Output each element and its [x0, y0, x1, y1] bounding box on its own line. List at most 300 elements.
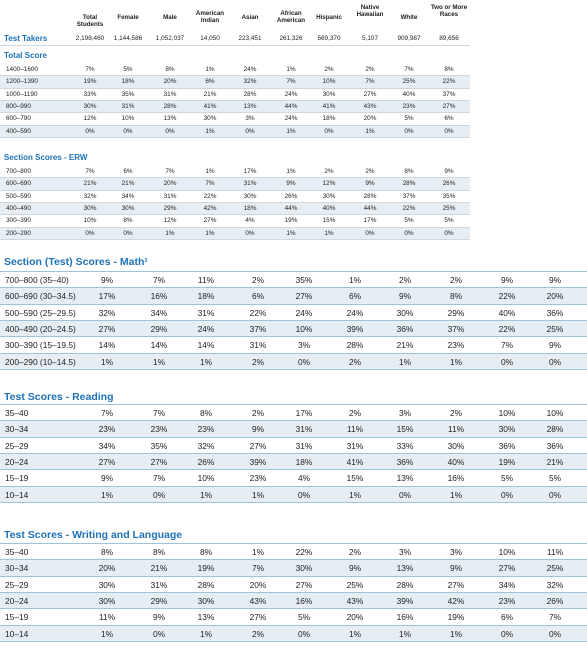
row-divider: [0, 502, 587, 503]
table-cell: 37%: [442, 90, 456, 98]
table-cell: 1%: [251, 547, 265, 557]
table-cell: 24%: [295, 307, 313, 318]
table-cell: 34%: [150, 307, 168, 318]
table-cell: 16%: [150, 291, 168, 302]
table-cell: 6%: [205, 78, 215, 86]
table-cell: 29%: [150, 323, 168, 334]
row-divider: [0, 239, 470, 240]
table-cell: 11%: [197, 275, 215, 285]
table-cell: 0%: [85, 127, 95, 135]
table-cell: 40%: [402, 90, 416, 98]
table-cell: 8%: [165, 66, 175, 73]
table-cell: 30%: [83, 204, 97, 212]
column-header: Hispanic: [316, 14, 342, 21]
test-takers-count: 2,198,460: [75, 35, 105, 42]
table-cell: 0%: [324, 127, 334, 135]
table-cell: 36%: [546, 307, 564, 318]
test-takers-count: 569,370: [317, 35, 341, 42]
table-cell: 32%: [98, 307, 116, 318]
table-cell: 15%: [322, 217, 336, 225]
table-cell: 44%: [363, 204, 377, 212]
row-label: 400–490 (20–24.5): [5, 323, 76, 334]
row-label: 20–24: [5, 456, 29, 467]
row-label: 200–290 (10–14.5): [5, 356, 76, 367]
table-cell: 1%: [286, 66, 296, 73]
table-cell: 30%: [83, 102, 97, 110]
table-cell: 1%: [286, 168, 296, 175]
table-cell: 10%: [295, 323, 313, 334]
table-cell: 0%: [123, 127, 133, 135]
table-cell: 31%: [346, 440, 364, 451]
row-label: 600–690: [6, 180, 31, 188]
row-label: 1200–1390: [6, 78, 38, 86]
test-takers-count: 1,144,586: [113, 35, 143, 42]
table-cell: 20%: [363, 115, 377, 123]
table-cell: 9%: [500, 275, 514, 285]
row-label: 25–29: [5, 579, 29, 590]
row-divider: [0, 369, 587, 370]
section-title: Total Score: [4, 51, 47, 60]
table-cell: 23%: [402, 102, 416, 110]
table-cell: 1%: [199, 356, 213, 367]
row-label: 10–14: [5, 489, 29, 500]
table-cell: 23%: [98, 424, 116, 435]
table-cell: 16%: [447, 473, 465, 484]
table-cell: 1%: [286, 229, 296, 237]
table-cell: 18%: [197, 291, 215, 302]
table-cell: 8%: [404, 168, 414, 175]
row-label: 15–19: [5, 612, 29, 623]
table-cell: 2%: [324, 168, 334, 175]
table-cell: 1%: [449, 489, 463, 500]
row-label: 400–590: [6, 127, 31, 135]
table-cell: 22%: [203, 192, 217, 200]
table-cell: 1%: [398, 628, 412, 639]
table-cell: 7%: [100, 408, 114, 418]
table-cell: 27%: [98, 323, 116, 334]
table-cell: 42%: [447, 595, 465, 606]
table-cell: 10%: [546, 408, 564, 418]
row-label: 500–590: [6, 192, 31, 200]
table-cell: 21%: [203, 90, 217, 98]
table-cell: 27%: [295, 291, 313, 302]
table-cell: 42%: [203, 204, 217, 212]
table-cell: 31%: [295, 440, 313, 451]
table-cell: 1%: [398, 356, 412, 367]
table-cell: 7%: [165, 168, 175, 175]
table-cell: 2%: [348, 408, 362, 418]
table-cell: 2%: [348, 356, 362, 367]
table-cell: 26%: [546, 595, 564, 606]
table-cell: 12%: [163, 217, 177, 225]
table-cell: 30%: [121, 204, 135, 212]
table-cell: 43%: [346, 595, 364, 606]
table-cell: 24%: [346, 307, 364, 318]
table-cell: 39%: [249, 456, 267, 467]
table-cell: 31%: [197, 307, 215, 318]
table-cell: 28%: [243, 90, 257, 98]
table-cell: 1%: [152, 356, 166, 367]
table-cell: 9%: [251, 424, 265, 435]
table-cell: 31%: [121, 102, 135, 110]
test-takers-count: 14,050: [200, 35, 220, 42]
table-cell: 9%: [100, 473, 114, 484]
table-cell: 15%: [396, 424, 414, 435]
table-cell: 1%: [100, 489, 114, 500]
row-label: 1000–1190: [6, 90, 38, 98]
table-cell: 28%: [402, 180, 416, 188]
table-cell: 2%: [251, 628, 265, 639]
table-cell: 1%: [199, 489, 213, 500]
table-cell: 0%: [297, 628, 311, 639]
table-cell: 1%: [449, 356, 463, 367]
table-cell: 35%: [150, 440, 168, 451]
table-cell: 13%: [163, 115, 177, 123]
table-cell: 31%: [249, 340, 267, 351]
table-cell: 43%: [249, 595, 267, 606]
table-cell: 0%: [404, 127, 414, 135]
table-cell: 8%: [199, 547, 213, 557]
table-cell: 0%: [123, 229, 133, 237]
table-cell: 17%: [98, 291, 116, 302]
table-cell: 7%: [85, 168, 95, 175]
table-cell: 11%: [98, 612, 116, 623]
table-cell: 30%: [322, 90, 336, 98]
table-cell: 7%: [500, 340, 514, 351]
table-cell: 14%: [197, 340, 215, 351]
test-takers-count: 89,656: [439, 35, 459, 42]
table-cell: 9%: [365, 180, 375, 188]
table-cell: 20%: [249, 579, 267, 590]
table-cell: 1%: [324, 229, 334, 237]
table-cell: 31%: [243, 180, 257, 188]
table-cell: 17%: [363, 217, 377, 225]
test-takers-count: 909,987: [397, 35, 421, 42]
table-cell: 9%: [152, 612, 166, 623]
column-header: African American: [276, 10, 306, 24]
table-cell: 7%: [365, 78, 375, 86]
table-cell: 30%: [197, 595, 215, 606]
table-cell: 9%: [548, 340, 562, 351]
table-cell: 19%: [447, 612, 465, 623]
row-divider: [0, 214, 470, 215]
column-header: Female: [117, 14, 139, 21]
table-cell: 33%: [396, 440, 414, 451]
table-cell: 44%: [284, 102, 298, 110]
table-cell: 6%: [500, 612, 514, 623]
row-label: 600–690 (30–34.5): [5, 291, 76, 302]
table-cell: 1%: [205, 168, 215, 175]
table-cell: 2%: [449, 275, 463, 285]
table-cell: 20%: [546, 291, 564, 302]
table-cell: 1%: [348, 275, 362, 285]
table-cell: 32%: [243, 78, 257, 86]
table-cell: 14%: [150, 340, 168, 351]
table-cell: 26%: [284, 192, 298, 200]
table-cell: 21%: [396, 340, 414, 351]
table-cell: 0%: [297, 489, 311, 500]
table-cell: 23%: [447, 340, 465, 351]
table-cell: 35%: [121, 90, 135, 98]
table-cell: 14%: [98, 340, 116, 351]
table-cell: 17%: [295, 408, 313, 418]
table-cell: 36%: [396, 456, 414, 467]
table-cell: 0%: [500, 489, 514, 500]
row-label: 500–590 (25–29.5): [5, 307, 76, 318]
row-label: 200–290: [6, 229, 31, 237]
table-cell: 9%: [286, 180, 296, 188]
table-cell: 3%: [297, 340, 311, 351]
table-cell: 28%: [396, 579, 414, 590]
column-header: White: [400, 14, 418, 21]
table-cell: 3%: [449, 547, 463, 557]
table-cell: 37%: [447, 323, 465, 334]
table-cell: 24%: [243, 66, 257, 73]
table-cell: 0%: [444, 127, 454, 135]
row-label: 700–800 (35–40): [5, 275, 69, 285]
table-cell: 25%: [402, 78, 416, 86]
table-cell: 9%: [449, 563, 463, 574]
column-header: Two or More Races: [430, 4, 468, 18]
table-cell: 0%: [500, 628, 514, 639]
test-takers-count: 261,326: [279, 35, 303, 42]
table-cell: 15%: [346, 473, 364, 484]
table-cell: 1%: [348, 489, 362, 500]
column-header: Asian: [241, 14, 259, 21]
table-cell: 31%: [163, 192, 177, 200]
table-cell: 25%: [346, 579, 364, 590]
row-label: 30–34: [5, 563, 29, 574]
table-cell: 16%: [295, 595, 313, 606]
row-divider: [0, 608, 587, 609]
table-cell: 12%: [322, 180, 336, 188]
row-label: 15–19: [5, 473, 29, 484]
table-cell: 26%: [197, 456, 215, 467]
row-label: 35–40: [5, 408, 29, 418]
table-cell: 22%: [295, 547, 313, 557]
table-cell: 35%: [442, 192, 456, 200]
table-cell: 27%: [98, 456, 116, 467]
table-cell: 2%: [251, 356, 265, 367]
row-label: 30–34: [5, 424, 29, 435]
section-divider: [0, 271, 587, 272]
table-cell: 8%: [100, 547, 114, 557]
table-cell: 25%: [546, 323, 564, 334]
table-cell: 6%: [444, 115, 454, 123]
table-cell: 9%: [398, 291, 412, 302]
row-divider: [0, 137, 470, 138]
table-cell: 40%: [322, 204, 336, 212]
table-cell: 27%: [498, 563, 516, 574]
table-cell: 31%: [163, 90, 177, 98]
table-cell: 5%: [297, 612, 311, 623]
table-cell: 5%: [444, 217, 454, 225]
table-cell: 13%: [396, 473, 414, 484]
table-cell: 30%: [447, 440, 465, 451]
table-cell: 5%: [548, 473, 562, 484]
test-takers-count: 1,052,037: [155, 35, 185, 42]
table-cell: 19%: [498, 456, 516, 467]
section-divider: [0, 404, 587, 405]
table-cell: 36%: [546, 440, 564, 451]
table-cell: 2%: [251, 275, 265, 285]
row-label: 10–14: [5, 628, 29, 639]
table-cell: 1%: [205, 229, 215, 237]
table-cell: 22%: [249, 307, 267, 318]
table-cell: 10%: [197, 473, 215, 484]
table-cell: 33%: [83, 90, 97, 98]
table-cell: 1%: [286, 127, 296, 135]
table-cell: 30%: [322, 192, 336, 200]
table-cell: 2%: [449, 408, 463, 418]
table-cell: 24%: [197, 323, 215, 334]
column-header: Total Students: [76, 14, 104, 28]
section-title: Section Scores - ERW: [4, 153, 88, 162]
table-cell: 0%: [548, 628, 562, 639]
table-cell: 41%: [322, 102, 336, 110]
table-cell: 35%: [295, 275, 313, 285]
table-cell: 0%: [152, 628, 166, 639]
table-cell: 28%: [163, 102, 177, 110]
table-cell: 27%: [249, 440, 267, 451]
table-cell: 0%: [245, 229, 255, 237]
table-cell: 21%: [150, 563, 168, 574]
table-cell: 2%: [398, 275, 412, 285]
table-cell: 19%: [83, 78, 97, 86]
table-cell: 0%: [444, 229, 454, 237]
table-cell: 29%: [150, 595, 168, 606]
table-cell: 9%: [444, 168, 454, 175]
row-divider: [0, 336, 587, 337]
table-cell: 1%: [165, 229, 175, 237]
row-divider: [0, 190, 470, 191]
table-cell: 2%: [348, 547, 362, 557]
table-cell: 27%: [363, 90, 377, 98]
row-divider: [0, 469, 587, 470]
table-cell: 30%: [498, 424, 516, 435]
table-cell: 28%: [546, 424, 564, 435]
table-cell: 22%: [498, 291, 516, 302]
table-cell: 21%: [121, 180, 135, 188]
table-cell: 39%: [396, 595, 414, 606]
row-divider: [0, 88, 470, 89]
table-cell: 7%: [286, 78, 296, 86]
row-label: 20–24: [5, 595, 29, 606]
table-cell: 30%: [98, 579, 116, 590]
table-cell: 41%: [346, 456, 364, 467]
table-cell: 19%: [197, 563, 215, 574]
table-cell: 30%: [295, 563, 313, 574]
row-divider: [0, 112, 470, 113]
column-header: Male: [163, 14, 177, 21]
table-cell: 29%: [447, 307, 465, 318]
table-cell: 23%: [249, 473, 267, 484]
table-cell: 18%: [322, 115, 336, 123]
table-cell: 27%: [295, 579, 313, 590]
table-cell: 23%: [498, 595, 516, 606]
table-cell: 3%: [398, 547, 412, 557]
table-cell: 1%: [205, 66, 215, 73]
table-cell: 2%: [365, 168, 375, 175]
table-cell: 1%: [348, 628, 362, 639]
table-cell: 36%: [498, 440, 516, 451]
table-cell: 22%: [498, 323, 516, 334]
table-cell: 7%: [152, 473, 166, 484]
table-cell: 2%: [365, 66, 375, 73]
table-cell: 6%: [348, 291, 362, 302]
table-cell: 10%: [83, 217, 97, 225]
divider: [0, 45, 470, 46]
test-takers-count: 5,107: [362, 35, 378, 42]
table-cell: 0%: [500, 356, 514, 367]
table-cell: 1%: [100, 356, 114, 367]
table-cell: 34%: [121, 192, 135, 200]
table-cell: 1%: [449, 628, 463, 639]
table-cell: 19%: [284, 217, 298, 225]
table-cell: 24%: [284, 115, 298, 123]
table-cell: 11%: [346, 424, 364, 435]
table-cell: 18%: [121, 78, 135, 86]
table-cell: 0%: [548, 356, 562, 367]
table-cell: 2%: [251, 408, 265, 418]
table-cell: 8%: [449, 291, 463, 302]
table-cell: 11%: [447, 424, 465, 435]
table-cell: 9%: [100, 275, 114, 285]
table-cell: 37%: [249, 323, 267, 334]
table-cell: 4%: [297, 473, 311, 484]
row-label: 25–29: [5, 440, 29, 451]
table-cell: 39%: [346, 323, 364, 334]
table-cell: 7%: [152, 408, 166, 418]
table-cell: 5%: [404, 217, 414, 225]
table-cell: 0%: [365, 229, 375, 237]
table-cell: 30%: [243, 192, 257, 200]
table-cell: 0%: [404, 229, 414, 237]
table-cell: 28%: [197, 579, 215, 590]
table-cell: 1%: [100, 628, 114, 639]
table-cell: 22%: [442, 78, 456, 86]
row-label: 300–390 (15–19.5): [5, 340, 76, 351]
table-cell: 18%: [243, 204, 257, 212]
table-cell: 9%: [348, 563, 362, 574]
table-cell: 5%: [123, 66, 133, 73]
section-title: Section (Test) Scores - Math¹: [4, 256, 148, 268]
section-title: Test Scores - Writing and Language: [4, 529, 183, 541]
table-cell: 8%: [199, 408, 213, 418]
table-cell: 8%: [152, 547, 166, 557]
row-label: 1400–1600: [6, 66, 38, 73]
table-cell: 28%: [346, 340, 364, 351]
table-cell: 12%: [83, 115, 97, 123]
row-label: 800–990: [6, 102, 31, 110]
table-cell: 2%: [324, 66, 334, 73]
table-cell: 17%: [243, 168, 257, 175]
table-cell: 1%: [251, 489, 265, 500]
table-cell: 7%: [205, 180, 215, 188]
table-cell: 11%: [546, 547, 564, 557]
row-divider: [0, 641, 587, 642]
table-cell: 20%: [163, 180, 177, 188]
section-title: Test Scores - Reading: [4, 391, 114, 403]
table-cell: 27%: [203, 217, 217, 225]
table-cell: 16%: [396, 612, 414, 623]
table-cell: 37%: [402, 192, 416, 200]
table-cell: 7%: [152, 275, 166, 285]
table-cell: 4%: [245, 217, 255, 225]
table-cell: 18%: [295, 456, 313, 467]
table-cell: 32%: [546, 579, 564, 590]
test-takers-count: 223,451: [238, 35, 262, 42]
